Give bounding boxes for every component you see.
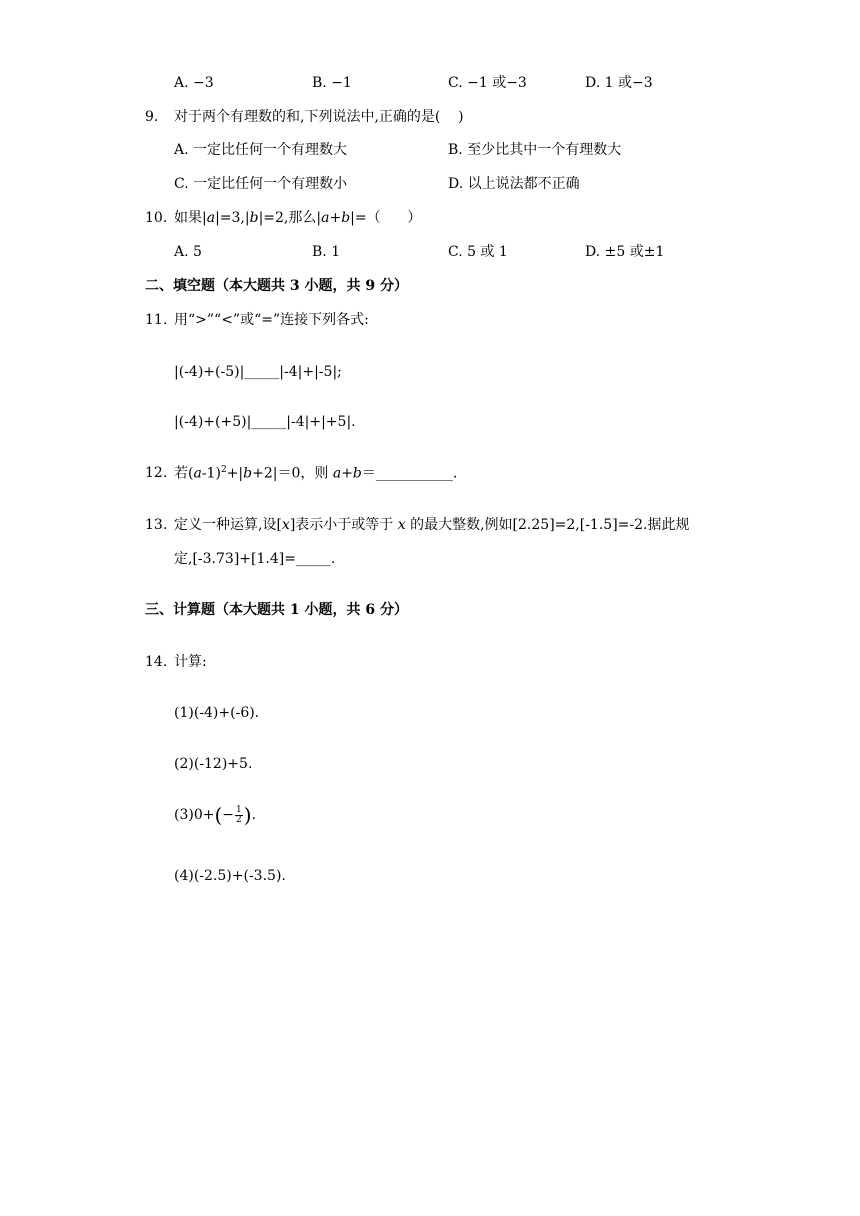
q13-line1: 定义一种运算,设[x]表示小于或等于 x 的最大整数,例如[2.25]=2,[-1.5]=-2.据此规 <box>174 517 690 533</box>
q9-option-c: C. 一定比任何一个有理数小 <box>174 176 348 192</box>
q11-line1: |(-4)+(-5)|_____|-4|+|-5|; <box>174 364 342 380</box>
q10-option-a: A. 5 <box>174 244 202 260</box>
fraction-one-half: $\frac{1}{2}$ <box>236 804 242 825</box>
q14-stem: 计算: <box>174 654 207 670</box>
section2-title: 二、填空题（本大题共 3 小题，共 9 分） <box>145 278 408 294</box>
q13-number: 13. <box>145 517 168 533</box>
q12-stem: 若$(a-1)^2+|b+2|=0$，则 a+b＝___________. <box>174 465 458 482</box>
q11-stem: 用“>”“<”或“=”连接下列各式: <box>174 312 369 328</box>
q14-item1: (1)(-4)+(-6). <box>174 705 260 721</box>
q12-number: 12. <box>145 465 168 481</box>
q9-number: 9. <box>145 109 159 125</box>
q8-option-c: C. −1 或−3 <box>448 75 527 91</box>
q10-number: 10. <box>145 210 168 226</box>
q14-number: 14. <box>145 654 168 670</box>
q8-option-d: D. 1 或−3 <box>585 75 653 91</box>
q14-item2: (2)(-12)+5. <box>174 756 253 772</box>
q10-option-d: D. ±5 或±1 <box>585 244 665 260</box>
q8-option-a: A. −3 <box>174 75 214 91</box>
q11-line2: |(-4)+(+5)|_____|-4|+|+5|. <box>174 414 356 430</box>
q10-option-b: B. 1 <box>312 244 341 260</box>
q8-option-b: B. −1 <box>312 75 352 91</box>
q11-number: 11. <box>145 312 168 328</box>
q14-item3: (3)0+(− $\frac{1}{2}$ ). <box>174 803 257 827</box>
q14-item4: (4)(-2.5)+(-3.5). <box>174 868 286 884</box>
q9-option-b: B. 至少比其中一个有理数大 <box>448 142 622 158</box>
q9-option-d: D. 以上说法都不正确 <box>448 176 580 192</box>
q10-stem: 如果|a|=3,|b|=2,那么|a+b|=（ ） <box>174 210 422 226</box>
q13-line2: 定,[-3.73]+[1.4]=_____. <box>174 551 336 567</box>
section3-title: 三、计算题（本大题共 1 小题，共 6 分） <box>145 602 408 618</box>
q10-option-c: C. 5 或 1 <box>448 244 508 260</box>
q9-option-a: A. 一定比任何一个有理数大 <box>174 142 348 158</box>
q9-stem: 对于两个有理数的和,下列说法中,正确的是( ) <box>174 109 464 125</box>
